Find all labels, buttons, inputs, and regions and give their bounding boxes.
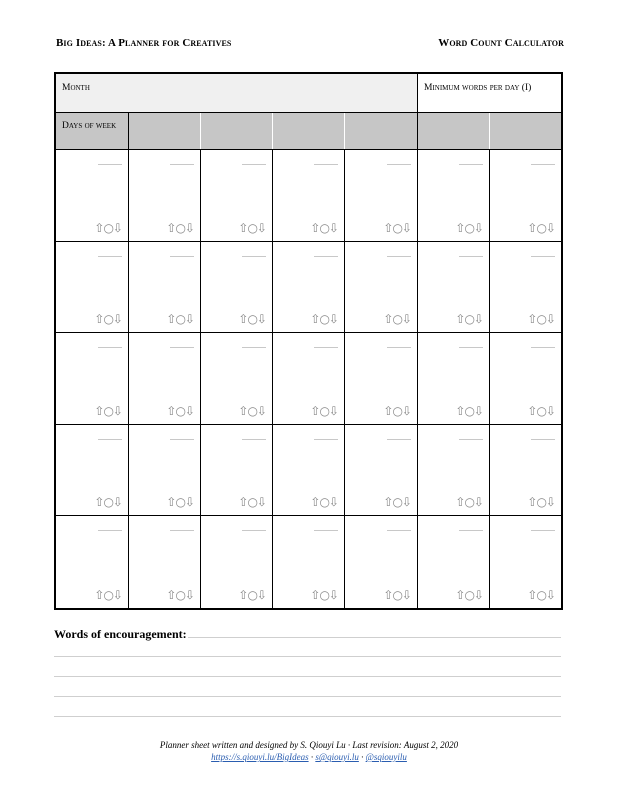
day-header-cell[interactable]: [273, 113, 345, 149]
day-cell[interactable]: [201, 425, 273, 516]
minimum-words-label: Minimum words per day (I): [424, 83, 532, 93]
up-circle-down-icon: ⇧○⇩: [527, 404, 555, 418]
up-circle-down-icon: ⇧○⇩: [383, 404, 411, 418]
day-cell[interactable]: [345, 333, 418, 425]
encouragement-line[interactable]: [54, 696, 561, 697]
up-circle-down-icon: ⇧○⇩: [166, 312, 194, 326]
month-label: Month: [62, 83, 90, 93]
encouragement-label: Words of encouragement:: [54, 627, 187, 641]
encouragement-line[interactable]: [54, 716, 561, 717]
day-cell[interactable]: [490, 242, 561, 333]
up-circle-down-icon: ⇧○⇩: [455, 404, 483, 418]
day-cell[interactable]: [490, 425, 561, 516]
up-circle-down-icon: ⇧○⇩: [166, 588, 194, 602]
day-header-cell[interactable]: [418, 113, 490, 149]
up-circle-down-icon: ⇧○⇩: [166, 495, 194, 509]
day-cell[interactable]: [418, 242, 490, 333]
day-cell[interactable]: [129, 333, 201, 425]
day-cell[interactable]: [345, 150, 418, 242]
minimum-words-field[interactable]: [418, 74, 561, 112]
encouragement-line[interactable]: [54, 656, 561, 657]
date-line[interactable]: [98, 164, 122, 165]
date-line[interactable]: [98, 347, 122, 348]
sheet-title: Word Count Calculator: [438, 37, 564, 49]
day-cell[interactable]: [129, 150, 201, 242]
month-field[interactable]: [56, 74, 418, 112]
up-circle-down-icon: ⇧○⇩: [527, 495, 555, 509]
footer-links: [0, 752, 618, 762]
date-line[interactable]: [242, 347, 266, 348]
up-circle-down-icon: ⇧○⇩: [94, 404, 122, 418]
date-line[interactable]: [98, 530, 122, 531]
date-line[interactable]: [531, 164, 555, 165]
date-line[interactable]: [531, 256, 555, 257]
date-line[interactable]: [314, 530, 338, 531]
calendar-top-row: [56, 74, 561, 113]
date-line[interactable]: [387, 530, 411, 531]
encouragement-line[interactable]: [188, 637, 561, 638]
day-cell[interactable]: [56, 425, 129, 516]
day-cell[interactable]: [129, 242, 201, 333]
up-circle-down-icon: ⇧○⇩: [310, 588, 338, 602]
encouragement-line[interactable]: [54, 676, 561, 677]
day-cell[interactable]: [56, 150, 129, 242]
day-cell[interactable]: [129, 516, 201, 608]
date-line[interactable]: [531, 439, 555, 440]
up-circle-down-icon: ⇧○⇩: [238, 312, 266, 326]
day-cell[interactable]: [273, 516, 345, 608]
up-circle-down-icon: ⇧○⇩: [310, 221, 338, 235]
up-circle-down-icon: ⇧○⇩: [455, 312, 483, 326]
date-line[interactable]: [459, 439, 483, 440]
date-line[interactable]: [459, 256, 483, 257]
day-cell[interactable]: [345, 425, 418, 516]
day-cell[interactable]: [201, 242, 273, 333]
day-cell[interactable]: [418, 333, 490, 425]
date-line[interactable]: [387, 347, 411, 348]
day-header-cell[interactable]: [201, 113, 273, 149]
day-header-cell[interactable]: [345, 113, 418, 149]
day-cell[interactable]: [201, 516, 273, 608]
date-line[interactable]: [170, 347, 194, 348]
day-cell[interactable]: [56, 333, 129, 425]
date-line[interactable]: [531, 347, 555, 348]
up-circle-down-icon: ⇧○⇩: [310, 312, 338, 326]
up-circle-down-icon: ⇧○⇩: [383, 495, 411, 509]
up-circle-down-icon: ⇧○⇩: [166, 404, 194, 418]
word-count-calendar: [54, 72, 563, 610]
encouragement-section: [54, 625, 563, 643]
day-header-cell[interactable]: [129, 113, 201, 149]
days-of-week-header: [56, 113, 129, 149]
date-line[interactable]: [459, 347, 483, 348]
planner-title: Big Ideas: A Planner for Creatives: [56, 37, 232, 49]
website-link[interactable]: https://s.qiouyi.lu/BigIdeas: [211, 752, 309, 762]
social-link[interactable]: @sqiouyilu: [365, 752, 407, 762]
days-of-week-label: Days of week: [62, 121, 117, 131]
day-cell[interactable]: [129, 425, 201, 516]
date-line[interactable]: [314, 164, 338, 165]
day-cell[interactable]: [56, 242, 129, 333]
date-line[interactable]: [314, 256, 338, 257]
up-circle-down-icon: ⇧○⇩: [238, 495, 266, 509]
up-circle-down-icon: ⇧○⇩: [455, 495, 483, 509]
day-cell[interactable]: [201, 150, 273, 242]
day-cell[interactable]: [418, 150, 490, 242]
date-line[interactable]: [459, 530, 483, 531]
day-cell[interactable]: [418, 516, 490, 608]
up-circle-down-icon: ⇧○⇩: [238, 404, 266, 418]
date-line[interactable]: [242, 256, 266, 257]
footer-separator: ·: [310, 752, 314, 762]
date-line[interactable]: [314, 347, 338, 348]
day-cell[interactable]: [273, 425, 345, 516]
date-line[interactable]: [387, 256, 411, 257]
date-line[interactable]: [98, 439, 122, 440]
day-cell[interactable]: [201, 333, 273, 425]
day-cell[interactable]: [490, 333, 561, 425]
day-cell[interactable]: [345, 242, 418, 333]
up-circle-down-icon: ⇧○⇩: [94, 588, 122, 602]
date-line[interactable]: [459, 164, 483, 165]
up-circle-down-icon: ⇧○⇩: [527, 588, 555, 602]
up-circle-down-icon: ⇧○⇩: [238, 588, 266, 602]
day-cells-grid: [56, 150, 561, 608]
day-cell[interactable]: [273, 333, 345, 425]
up-circle-down-icon: ⇧○⇩: [455, 588, 483, 602]
date-line[interactable]: [387, 439, 411, 440]
date-line[interactable]: [387, 164, 411, 165]
up-circle-down-icon: ⇧○⇩: [383, 312, 411, 326]
up-circle-down-icon: ⇧○⇩: [527, 221, 555, 235]
day-cell[interactable]: [273, 150, 345, 242]
day-cell[interactable]: [345, 516, 418, 608]
date-line[interactable]: [170, 256, 194, 257]
up-circle-down-icon: ⇧○⇩: [455, 221, 483, 235]
date-line[interactable]: [531, 530, 555, 531]
date-line[interactable]: [314, 439, 338, 440]
up-circle-down-icon: ⇧○⇩: [94, 312, 122, 326]
day-cell[interactable]: [418, 425, 490, 516]
footer-credit: Planner sheet written and designed by S. Qiouyi Lu · Last revision: August 2, 2020: [159, 740, 459, 750]
up-circle-down-icon: ⇧○⇩: [94, 495, 122, 509]
up-circle-down-icon: ⇧○⇩: [383, 221, 411, 235]
up-circle-down-icon: ⇧○⇩: [310, 495, 338, 509]
up-circle-down-icon: ⇧○⇩: [94, 221, 122, 235]
date-line[interactable]: [170, 164, 194, 165]
day-header-cell[interactable]: [490, 113, 561, 149]
up-circle-down-icon: ⇧○⇩: [527, 312, 555, 326]
day-cell[interactable]: [273, 242, 345, 333]
date-line[interactable]: [242, 530, 266, 531]
date-line[interactable]: [170, 530, 194, 531]
date-line[interactable]: [242, 439, 266, 440]
up-circle-down-icon: ⇧○⇩: [310, 404, 338, 418]
footer-separator: ·: [361, 752, 364, 762]
up-circle-down-icon: ⇧○⇩: [166, 221, 194, 235]
days-of-week-row: [56, 113, 561, 150]
up-circle-down-icon: ⇧○⇩: [383, 588, 411, 602]
date-line[interactable]: [98, 256, 122, 257]
email-link[interactable]: s@qiouyi.lu: [315, 752, 359, 762]
day-cell[interactable]: [490, 150, 561, 242]
up-circle-down-icon: ⇧○⇩: [238, 221, 266, 235]
day-cell[interactable]: [490, 516, 561, 608]
date-line[interactable]: [242, 164, 266, 165]
date-line[interactable]: [170, 439, 194, 440]
day-cell[interactable]: [56, 516, 129, 608]
